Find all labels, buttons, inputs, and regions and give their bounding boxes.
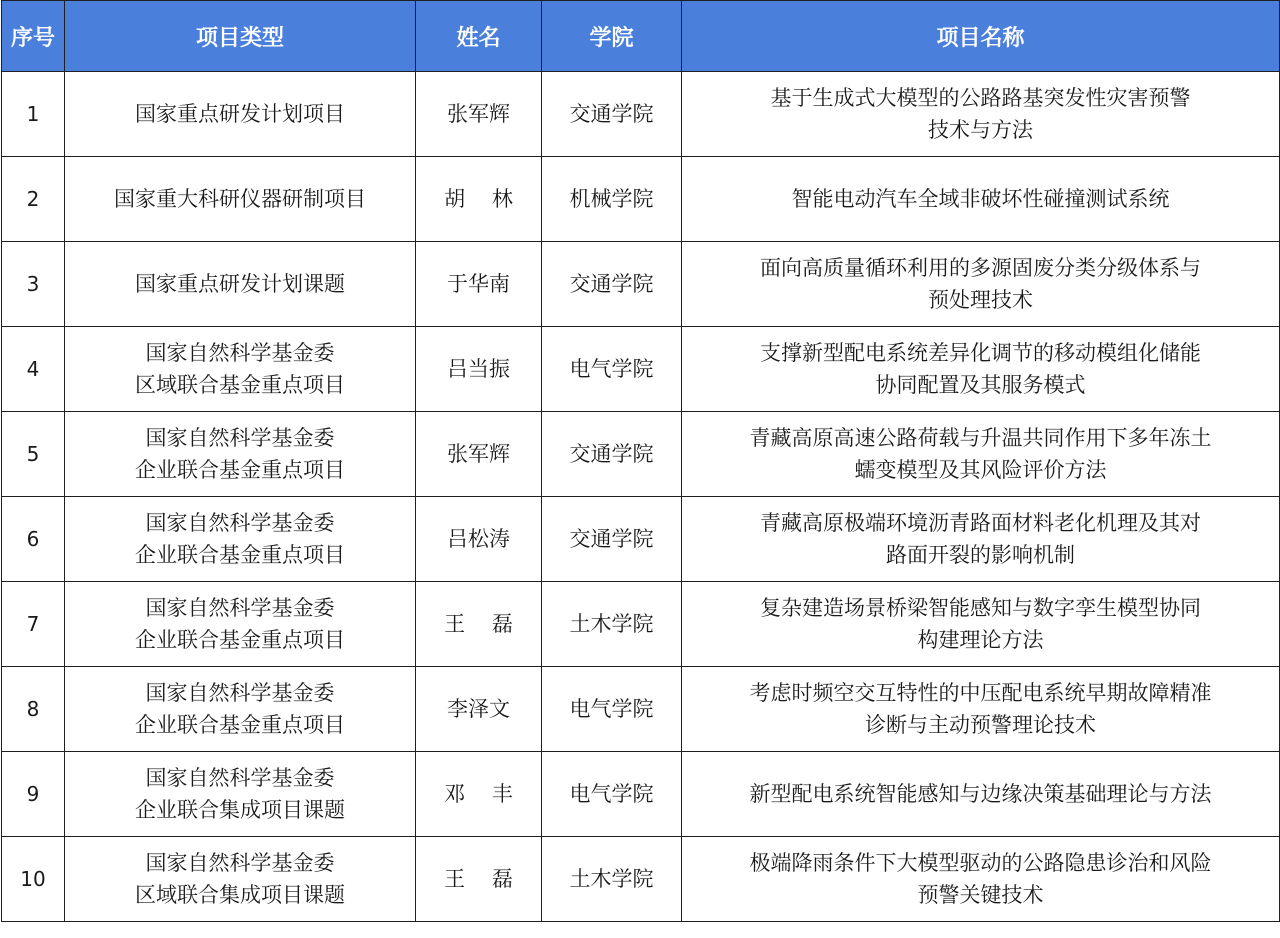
- header-type: 项目类型: [65, 1, 416, 72]
- project-type-line: 企业联合基金重点项目: [135, 458, 345, 482]
- header-name: 姓名: [416, 1, 542, 72]
- person-name-cell: 张军辉: [416, 72, 542, 157]
- project-type-line: 企业联合集成项目课题: [135, 798, 345, 822]
- project-type-line: 区域联合集成项目课题: [135, 883, 345, 907]
- school-cell: 电气学院: [542, 752, 682, 837]
- project-type-line: 企业联合基金重点项目: [135, 628, 345, 652]
- project-title-cell: [682, 242, 1280, 327]
- project-title-line: 技术与方法: [928, 118, 1033, 142]
- project-title-cell: [682, 327, 1280, 412]
- person-name-cell: 王 磊: [416, 582, 542, 667]
- table-body: [2, 72, 1280, 922]
- project-title-line: 蠕变模型及其风险评价方法: [854, 458, 1107, 482]
- person-name-cell: 李泽文: [416, 667, 542, 752]
- table-row: [2, 242, 1280, 327]
- school-cell: 交通学院: [542, 497, 682, 582]
- project-title-line: 协同配置及其服务模式: [875, 373, 1086, 397]
- school-cell: 土木学院: [542, 582, 682, 667]
- table-row: [2, 497, 1280, 582]
- project-title-cell: [682, 412, 1280, 497]
- school-cell: 交通学院: [542, 412, 682, 497]
- project-title-cell: [682, 72, 1280, 157]
- project-title-line: 基于生成式大模型的公路路基突发性灾害预警: [770, 86, 1191, 110]
- school-cell: 交通学院: [542, 72, 682, 157]
- project-type-line: 国家重点研发计划项目: [135, 102, 345, 126]
- project-title-line: 极端降雨条件下大模型驱动的公路隐患诊治和风险: [749, 851, 1212, 875]
- project-title-cell: [682, 752, 1280, 837]
- project-title-line: 支撑新型配电系统差异化调节的移动模组化储能: [760, 341, 1201, 365]
- project-type-line: 区域联合基金重点项目: [135, 373, 345, 397]
- school-cell: 土木学院: [542, 837, 682, 922]
- project-type-cell: [65, 752, 416, 837]
- person-name-cell: 于华南: [416, 242, 542, 327]
- header-school: 学院: [542, 1, 682, 72]
- row-number-cell: 6: [2, 497, 65, 582]
- project-type-line: 国家自然科学基金委: [145, 766, 335, 790]
- table-row: [2, 752, 1280, 837]
- project-type-line: 企业联合基金重点项目: [135, 713, 345, 737]
- row-number-cell: 3: [2, 242, 65, 327]
- project-type-cell: [65, 157, 416, 242]
- table-row: [2, 667, 1280, 752]
- row-number-cell: 10: [2, 837, 65, 922]
- row-number-cell: 5: [2, 412, 65, 497]
- person-name-cell: 张军辉: [416, 412, 542, 497]
- project-title-line: 青藏高原极端环境沥青路面材料老化机理及其对: [760, 511, 1201, 535]
- project-title-line: 青藏高原高速公路荷载与升温共同作用下多年冻土: [749, 426, 1212, 450]
- header-no: 序号: [2, 1, 65, 72]
- table-row: [2, 582, 1280, 667]
- project-type-line: 国家自然科学基金委: [145, 426, 335, 450]
- project-type-line: 国家重点研发计划课题: [135, 272, 345, 296]
- project-title-cell: [682, 667, 1280, 752]
- project-type-cell: [65, 582, 416, 667]
- header-row: [2, 1, 1280, 72]
- person-name-cell: 邓 丰: [416, 752, 542, 837]
- table-row: [2, 837, 1280, 922]
- project-type-line: 国家自然科学基金委: [145, 851, 335, 875]
- table-row: [2, 412, 1280, 497]
- table-row: [2, 327, 1280, 412]
- project-table: [1, 0, 1280, 922]
- project-title-cell: [682, 157, 1280, 242]
- project-type-line: 国家自然科学基金委: [145, 511, 335, 535]
- project-title-line: 复杂建造场景桥梁智能感知与数字孪生模型协同: [760, 596, 1201, 620]
- row-number-cell: 8: [2, 667, 65, 752]
- person-name-cell: 吕松涛: [416, 497, 542, 582]
- school-cell: 机械学院: [542, 157, 682, 242]
- project-type-cell: [65, 72, 416, 157]
- project-title-line: 智能电动汽车全域非破坏性碰撞测试系统: [791, 187, 1170, 211]
- project-title-line: 考虑时频空交互特性的中压配电系统早期故障精准: [749, 681, 1212, 705]
- project-type-line: 国家重大科研仪器研制项目: [114, 187, 366, 211]
- project-title-line: 预警关键技术: [917, 883, 1044, 907]
- project-title-line: 构建理论方法: [917, 628, 1044, 652]
- project-type-cell: [65, 242, 416, 327]
- project-title-cell: [682, 837, 1280, 922]
- project-title-line: 预处理技术: [928, 288, 1033, 312]
- school-cell: 交通学院: [542, 242, 682, 327]
- row-number-cell: 4: [2, 327, 65, 412]
- project-type-line: 国家自然科学基金委: [145, 341, 335, 365]
- person-name-cell: 王 磊: [416, 837, 542, 922]
- project-type-line: 国家自然科学基金委: [145, 681, 335, 705]
- project-type-cell: [65, 837, 416, 922]
- row-number-cell: 9: [2, 752, 65, 837]
- project-type-cell: [65, 327, 416, 412]
- header-title: 项目名称: [682, 1, 1280, 72]
- table-row: [2, 72, 1280, 157]
- project-title-line: 面向高质量循环利用的多源固废分类分级体系与: [760, 256, 1201, 280]
- project-title-line: 新型配电系统智能感知与边缘决策基础理论与方法: [749, 782, 1212, 806]
- project-type-cell: [65, 412, 416, 497]
- project-title-line: 路面开裂的影响机制: [886, 543, 1075, 567]
- project-title-cell: [682, 582, 1280, 667]
- row-number-cell: 7: [2, 582, 65, 667]
- school-cell: 电气学院: [542, 327, 682, 412]
- project-type-line: 企业联合基金重点项目: [135, 543, 345, 567]
- project-type-cell: [65, 667, 416, 752]
- person-name-cell: 吕当振: [416, 327, 542, 412]
- school-cell: 电气学院: [542, 667, 682, 752]
- row-number-cell: 2: [2, 157, 65, 242]
- project-type-cell: [65, 497, 416, 582]
- row-number-cell: 1: [2, 72, 65, 157]
- table-header: [2, 1, 1280, 72]
- person-name-cell: 胡 林: [416, 157, 542, 242]
- table-row: [2, 157, 1280, 242]
- project-title-cell: [682, 497, 1280, 582]
- project-title-line: 诊断与主动预警理论技术: [865, 713, 1096, 737]
- project-type-line: 国家自然科学基金委: [145, 596, 335, 620]
